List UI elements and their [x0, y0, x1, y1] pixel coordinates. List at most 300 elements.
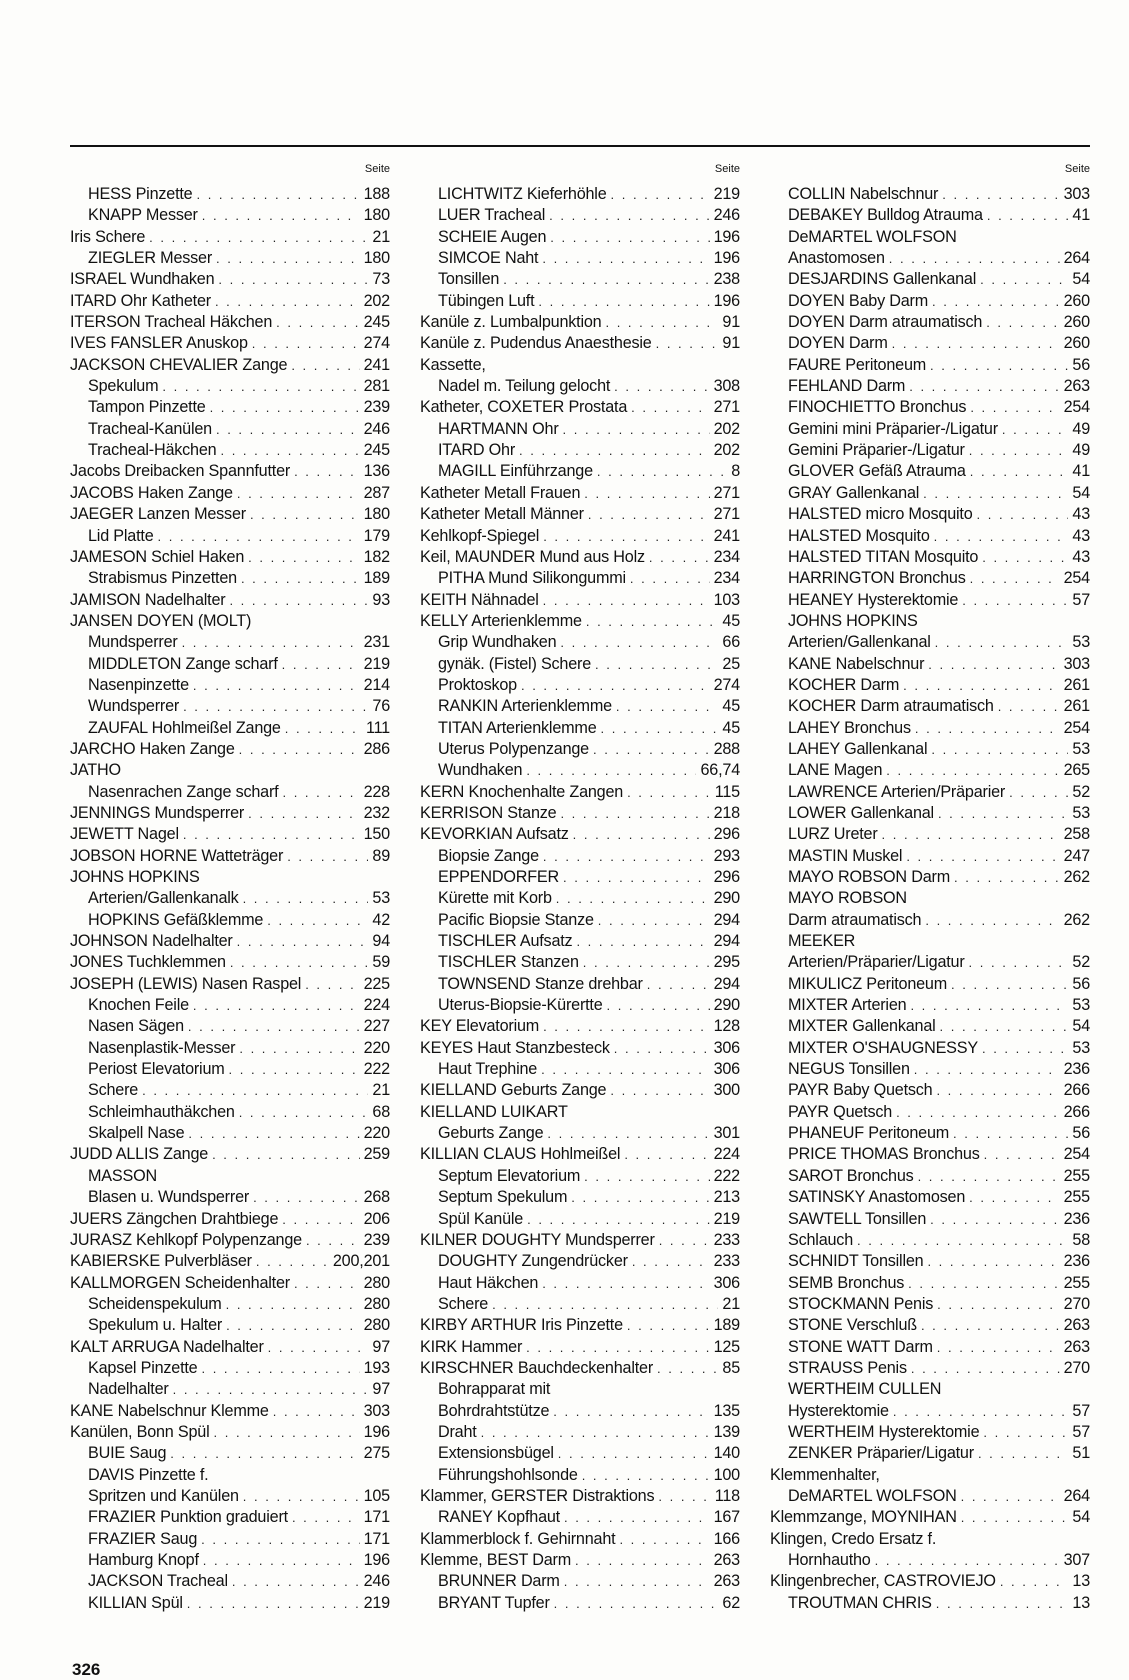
entry-term: FINOCHIETTO Bronchus	[788, 398, 967, 417]
dot-leader	[934, 526, 1069, 547]
dot-leader	[543, 526, 709, 547]
index-entry	[420, 696, 742, 717]
index-entry	[770, 1144, 1092, 1165]
index-entry	[420, 760, 742, 781]
entry-page: 241	[363, 355, 390, 374]
index-entry	[70, 1123, 392, 1144]
index-entry	[770, 227, 1092, 248]
dot-leader	[253, 1187, 360, 1208]
entry-page: 262	[1063, 910, 1090, 929]
entry-term: SAROT Bronchus	[788, 1166, 914, 1185]
index-entry	[420, 1358, 742, 1379]
entry-page: 222	[713, 1166, 740, 1185]
entry-term: HARTMANN Ohr	[438, 419, 559, 438]
index-entry	[770, 269, 1092, 290]
index-entry	[770, 1273, 1092, 1294]
entry-term: KNAPP Messer	[88, 206, 198, 225]
entry-term: Tracheal-Kanülen	[88, 419, 212, 438]
entry-page: 234	[713, 569, 740, 588]
dot-leader	[632, 1251, 710, 1272]
entry-term: FAURE Peritoneum	[788, 355, 927, 374]
index-entry	[420, 782, 742, 803]
entry-term: Hornhautho	[788, 1551, 871, 1569]
dot-leader	[560, 803, 709, 824]
dot-leader	[196, 184, 359, 205]
dot-leader	[937, 1337, 1060, 1358]
entry-page: 97	[372, 1337, 390, 1356]
dot-leader	[970, 397, 1059, 418]
entry-term: Knochen Feile	[88, 996, 189, 1015]
entry-page: 245	[363, 313, 390, 332]
index-entry	[70, 483, 392, 504]
entry-term: TITAN Arterienklemme	[438, 718, 597, 737]
entry-page: 239	[363, 398, 390, 417]
entry-term: JAMESON Schiel Haken	[70, 547, 245, 566]
entry-page: 53	[1072, 996, 1090, 1015]
entry-term: GRAY Gallenkanal	[788, 483, 920, 502]
entry-term: TOWNSEND Stanze drehbar	[438, 974, 643, 993]
entry-page: 266	[1063, 1102, 1090, 1121]
entry-page: 54	[1072, 270, 1090, 289]
dot-leader	[931, 739, 1068, 760]
entry-term: ZIEGLER Messer	[88, 249, 213, 268]
entry-term: Tampon Pinzette	[88, 398, 206, 417]
entry-page: 294	[713, 932, 740, 951]
entry-page: 254	[1063, 569, 1090, 588]
entry-term: Jacobs Dreibacken Spannfutter	[70, 462, 291, 481]
entry-page: 301	[713, 1124, 740, 1143]
entry-page: 275	[363, 1444, 390, 1463]
entry-term: LUER Tracheal	[438, 206, 546, 225]
entry-page: 49	[1072, 441, 1090, 460]
index-entry	[70, 1016, 392, 1037]
entry-page: 103	[713, 590, 740, 609]
entry-page: 303	[363, 1401, 390, 1420]
entry-term: SATINSKY Anastomosen	[788, 1188, 966, 1207]
dot-leader	[256, 1251, 329, 1272]
dot-leader	[243, 1486, 360, 1507]
dot-leader	[575, 1550, 710, 1571]
index-entry	[70, 1273, 392, 1294]
index-entry	[70, 1593, 392, 1614]
entry-page: 105	[363, 1486, 390, 1505]
dot-leader	[214, 1422, 360, 1443]
entry-page: 280	[363, 1273, 390, 1292]
entry-page: 97	[372, 1380, 390, 1399]
dot-leader	[906, 846, 1059, 867]
index-entry	[770, 1358, 1092, 1379]
entry-page: 245	[363, 441, 390, 460]
entry-page: 247	[1063, 846, 1090, 865]
entry-term: KILLIAN Spül	[88, 1593, 183, 1612]
dot-leader	[969, 1187, 1059, 1208]
entry-term: GLOVER Gefäß Atrauma	[788, 462, 966, 481]
dot-leader	[1002, 419, 1068, 440]
dot-leader	[586, 611, 719, 632]
entry-page: 306	[713, 1060, 740, 1079]
entry-page: 53	[372, 889, 390, 908]
entry-term: Kanüle z. Lumbalpunktion	[420, 313, 602, 332]
entry-page: 43	[1072, 547, 1090, 566]
entry-term: JOSEPH (LEWIS) Nasen Raspel	[70, 974, 302, 993]
entry-term: SEMB Bronchus	[788, 1273, 905, 1292]
index-entry	[70, 782, 392, 803]
dot-leader	[543, 1016, 710, 1037]
index-entry	[420, 397, 742, 418]
index-entry	[420, 1059, 742, 1080]
entry-term: JONES Tuchklemmen	[70, 953, 226, 972]
header-rule	[70, 145, 1090, 147]
index-entry	[70, 269, 392, 290]
entry-term: SCHNIDT Tonsillen	[788, 1252, 924, 1271]
entry-page: 206	[363, 1209, 390, 1228]
entry-page: 218	[713, 803, 740, 822]
entry-page: 202	[713, 441, 740, 460]
dot-leader	[1000, 1571, 1069, 1592]
entry-page: 268	[363, 1188, 390, 1207]
entry-page: 233	[713, 1230, 740, 1249]
index-entry	[420, 1507, 742, 1528]
entry-term: Führungshohlsonde	[438, 1465, 578, 1484]
index-entry	[70, 696, 392, 717]
dot-leader	[183, 824, 360, 845]
dot-leader	[543, 590, 710, 611]
entry-term: Klemme, BEST Darm	[420, 1551, 572, 1569]
dot-leader	[162, 376, 359, 397]
entry-page: 300	[713, 1081, 740, 1100]
entry-term: Skalpell Nase	[88, 1124, 185, 1143]
entry-page: 307	[1063, 1551, 1090, 1569]
index-entry	[70, 1550, 392, 1571]
index-entry	[420, 888, 742, 909]
dot-leader	[942, 184, 1059, 205]
entry-term: DESJARDINS Gallenkanal	[788, 270, 977, 289]
dot-leader	[538, 291, 709, 312]
entry-term: KEYES Haut Stanzbesteck	[420, 1038, 610, 1057]
index-entry	[770, 888, 1092, 909]
entry-term: JAEGER Lanzen Messer	[70, 505, 246, 524]
index-entry	[70, 504, 392, 525]
entry-term: Pacific Biopsie Stanze	[438, 910, 594, 929]
index-entry	[70, 995, 392, 1016]
entry-page: 263	[713, 1551, 740, 1569]
dot-leader	[560, 632, 718, 653]
entry-page: 270	[1063, 1358, 1090, 1377]
index-entry	[70, 1507, 392, 1528]
dot-leader	[201, 1358, 359, 1379]
index-entry	[770, 974, 1092, 995]
entry-page: 196	[363, 1551, 390, 1569]
index-entry	[770, 504, 1092, 525]
index-entry	[70, 461, 392, 482]
index-entry	[420, 1251, 742, 1272]
dot-leader	[248, 803, 359, 824]
entry-term: DOYEN Baby Darm	[788, 291, 929, 310]
dot-leader	[282, 1209, 359, 1230]
entry-page: 288	[713, 739, 740, 758]
entry-term: ITERSON Tracheal Häkchen	[70, 313, 273, 332]
index-entry	[770, 568, 1092, 589]
entry-page: 271	[713, 505, 740, 524]
entry-page: 100	[713, 1465, 740, 1484]
entry-term: Nasen Sägen	[88, 1017, 184, 1036]
index-entry	[70, 867, 392, 888]
index-entry	[70, 760, 392, 781]
index-entry	[70, 739, 392, 760]
entry-term: Blasen u. Wundsperrer	[88, 1188, 250, 1207]
index-entry	[420, 504, 742, 525]
entry-page: 180	[363, 249, 390, 268]
entry-term: Schere	[438, 1294, 489, 1313]
index-entry	[420, 910, 742, 931]
entry-page: 308	[713, 377, 740, 396]
dot-leader	[627, 782, 711, 803]
index-entry	[70, 205, 392, 226]
entry-term: WERTHEIM CULLEN	[788, 1380, 942, 1399]
entry-term: Kürette mit Korb	[438, 889, 552, 908]
index-entry	[70, 1187, 392, 1208]
entry-page: 220	[363, 1038, 390, 1057]
entry-page: 238	[713, 270, 740, 289]
dot-leader	[914, 1059, 1060, 1080]
index-entry	[420, 931, 742, 952]
dot-leader	[492, 1294, 718, 1315]
entry-page: 8	[731, 462, 740, 481]
entry-page: 261	[1063, 697, 1090, 716]
index-entry	[770, 952, 1092, 973]
dot-leader	[527, 1209, 709, 1230]
entry-term: Klemmenhalter,	[770, 1465, 880, 1484]
entry-page: 271	[713, 398, 740, 417]
entry-term: ISRAEL Wundhaken	[70, 270, 215, 289]
entry-term: Kanülen, Bonn Spül	[70, 1422, 210, 1441]
dot-leader	[977, 504, 1069, 525]
entry-term: Wundsperrer	[88, 697, 180, 716]
entry-term: TISCHLER Stanzen	[438, 953, 579, 972]
dot-leader	[142, 1080, 368, 1101]
entry-term: Proktoskop	[438, 675, 517, 694]
entry-page: 262	[1063, 868, 1090, 886]
entry-page: 274	[363, 334, 390, 353]
entry-term: JACOBS Haken Zange	[70, 483, 233, 502]
dot-leader	[980, 269, 1068, 290]
entry-page: 62	[722, 1593, 740, 1612]
entry-page: 303	[1063, 654, 1090, 673]
entry-term: SIMCOE Naht	[438, 249, 539, 268]
dot-leader	[930, 355, 1068, 376]
entry-page: 219	[713, 185, 740, 203]
entry-page: 53	[1072, 1038, 1090, 1057]
entry-term: MASSON	[88, 1166, 157, 1185]
index-entry	[770, 1422, 1092, 1443]
entry-page: 150	[363, 825, 390, 844]
entry-term: HOPKINS Gefäßklemme	[88, 910, 264, 929]
entry-term: HESS Pinzette	[88, 185, 193, 203]
dot-leader	[611, 184, 710, 205]
index-entry	[770, 291, 1092, 312]
index-entry	[420, 483, 742, 504]
dot-leader	[882, 824, 1060, 845]
dot-leader	[182, 632, 360, 653]
index-entry	[770, 1529, 1092, 1550]
index-entry	[70, 1358, 392, 1379]
index-entry	[770, 1379, 1092, 1400]
entry-term: KIELLAND Geburts Zange	[420, 1081, 607, 1100]
entry-page: 254	[1063, 718, 1090, 737]
index-entry	[420, 1187, 742, 1208]
entry-page: 180	[363, 206, 390, 225]
dot-leader	[210, 397, 360, 418]
entry-term: PITHA Mund Silikongummi	[438, 569, 626, 588]
entry-term: KIELLAND LUIKART	[420, 1102, 568, 1121]
dot-leader	[173, 1379, 369, 1400]
index-entry	[770, 803, 1092, 824]
dot-leader	[936, 1593, 1069, 1614]
entry-page: 68	[372, 1102, 390, 1121]
dot-leader	[212, 1144, 360, 1165]
entry-page: 228	[363, 782, 390, 801]
entry-page: 254	[1063, 1145, 1090, 1164]
entry-page: 139	[713, 1422, 740, 1441]
index-entry	[770, 654, 1092, 675]
dot-leader	[230, 952, 369, 973]
entry-page: 167	[713, 1508, 740, 1527]
index-entry	[770, 995, 1092, 1016]
dot-leader	[598, 910, 710, 931]
dot-leader	[921, 1315, 1060, 1336]
index-entry	[70, 1080, 392, 1101]
index-entry	[420, 376, 742, 397]
dot-leader	[896, 1102, 1060, 1123]
entry-term: SCHEIE Augen	[438, 227, 547, 246]
entry-page: 239	[363, 1230, 390, 1249]
entry-page: 236	[1063, 1252, 1090, 1271]
dot-leader	[627, 1315, 710, 1336]
index-entry	[420, 739, 742, 760]
entry-term: Nasenrachen Zange scharf	[88, 782, 279, 801]
index-entry	[420, 974, 742, 995]
entry-term: Septum Spekulum	[438, 1188, 568, 1207]
entry-term: Uterus Polypenzange	[438, 739, 589, 758]
index-entry	[420, 1166, 742, 1187]
dot-leader	[481, 1422, 710, 1443]
entry-term: BRYANT Tupfer	[438, 1593, 550, 1612]
entry-term: Spritzen und Kanülen	[88, 1486, 239, 1505]
entry-page: 76	[372, 697, 390, 716]
entry-term: KERN Knochenhalte Zangen	[420, 782, 624, 801]
entry-page: 171	[363, 1529, 390, 1548]
dot-leader	[564, 1571, 710, 1592]
entry-page: 306	[713, 1038, 740, 1057]
entry-page: 13	[1072, 1572, 1090, 1591]
index-entry	[770, 824, 1092, 845]
entry-term: KELLY Arterienklemme	[420, 611, 582, 630]
entry-term: LICHTWITZ Kieferhöhle	[438, 185, 607, 203]
index-entry	[420, 227, 742, 248]
entry-term: LOWER Gallenkanal	[788, 803, 934, 822]
dot-leader	[986, 312, 1059, 333]
dot-leader	[232, 1571, 360, 1592]
entry-page: 214	[363, 675, 390, 694]
index-column-3	[770, 160, 1092, 1614]
entry-page: 111	[365, 718, 390, 737]
entry-page: 189	[363, 569, 390, 588]
entry-term: MIXTER Gallenkanal	[788, 1017, 936, 1036]
entry-term: PAYR Quetsch	[788, 1102, 893, 1121]
dot-leader	[937, 1294, 1059, 1315]
entry-page: 43	[1072, 505, 1090, 524]
dot-leader	[961, 1486, 1060, 1507]
index-entry	[420, 1123, 742, 1144]
dot-leader	[630, 568, 710, 589]
entry-term: ZAUFAL Hohlmeißel Zange	[88, 718, 281, 737]
entry-page: 66,74	[700, 761, 740, 780]
entry-term: DeMARTEL WOLFSON	[788, 1486, 957, 1505]
entry-term: SAWTELL Tonsillen	[788, 1209, 927, 1228]
entry-page: 303	[1063, 185, 1090, 203]
entry-term: Kapsel Pinzette	[88, 1358, 198, 1377]
entry-term: Nadelhalter	[88, 1380, 169, 1399]
dot-leader	[294, 1273, 360, 1294]
entry-term: MASTIN Muskel	[788, 846, 903, 865]
dot-leader	[239, 1102, 369, 1123]
index-entry	[770, 333, 1092, 354]
entry-term: Darm atraumatisch	[788, 910, 922, 929]
dot-leader	[193, 995, 360, 1016]
entry-page: 294	[713, 974, 740, 993]
index-entry	[420, 312, 742, 333]
entry-term: PAYR Baby Quetsch	[788, 1081, 933, 1100]
dot-leader	[226, 1294, 360, 1315]
dot-leader	[940, 1016, 1069, 1037]
entry-page: 258	[1063, 825, 1090, 844]
index-entry	[70, 611, 392, 632]
dot-leader	[556, 888, 710, 909]
dot-leader	[576, 931, 709, 952]
entry-page: 236	[1063, 1209, 1090, 1228]
entry-term: Hamburg Knopf	[88, 1551, 199, 1569]
entry-term: Grip Wundhaken	[438, 633, 557, 652]
dot-leader	[202, 205, 360, 226]
dot-leader	[170, 1443, 359, 1464]
dot-leader	[584, 1166, 709, 1187]
entry-term: ITARD Ohr Katheter	[70, 291, 211, 310]
dot-leader	[918, 1166, 1060, 1187]
entry-term: PRICE THOMAS Bronchus	[788, 1145, 980, 1164]
entry-term: JUERS Zängchen Drahtbiege	[70, 1209, 279, 1228]
index-entry	[770, 1123, 1092, 1144]
index-entry	[770, 1337, 1092, 1358]
dot-leader	[607, 995, 710, 1016]
entry-term: DOYEN Darm atraumatisch	[788, 313, 983, 332]
index-entry	[770, 1038, 1092, 1059]
dot-leader	[583, 952, 710, 973]
entry-page: 280	[363, 1294, 390, 1313]
entry-page: 128	[713, 1017, 740, 1036]
dot-leader	[220, 440, 359, 461]
dot-leader	[969, 952, 1069, 973]
index-entry	[70, 824, 392, 845]
index-entry	[70, 568, 392, 589]
index-entry	[420, 333, 742, 354]
dot-leader	[282, 654, 360, 675]
entry-term: Iris Schere	[70, 227, 146, 246]
index-entry	[420, 419, 742, 440]
index-entry	[420, 1080, 742, 1101]
index-entry	[420, 1315, 742, 1336]
entry-term: Keil, MAUNDER Mund aus Holz	[420, 547, 645, 566]
entry-page: 264	[1063, 249, 1090, 268]
